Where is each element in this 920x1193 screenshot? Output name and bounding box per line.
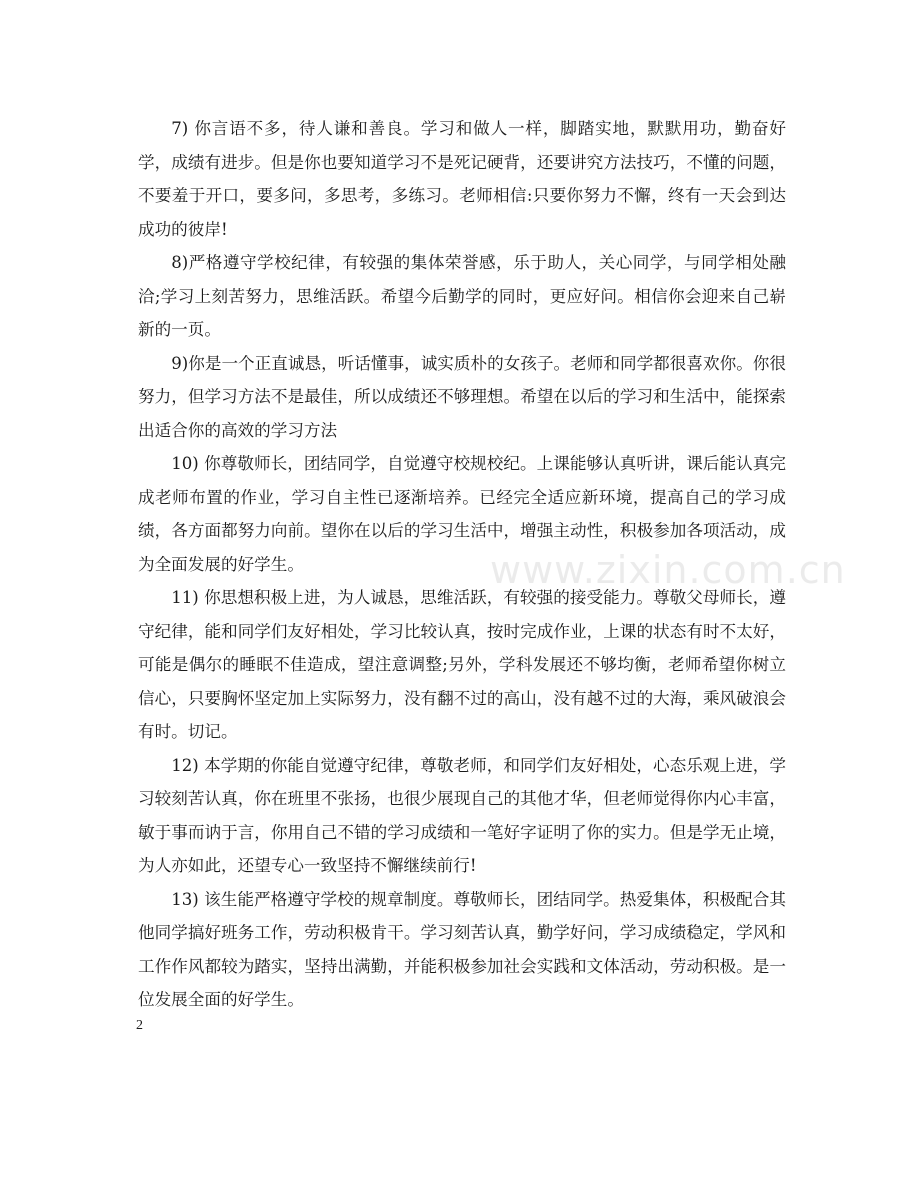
watermark: www.zixin.com.cn <box>490 548 846 592</box>
paragraph-13: 13) 该生能严格遵守学校的规章制度。尊敬师长，团结同学。热爱集体，积极配合其他同学搞好班务工作，劳动积极肯干。学习刻苦认真，勤学好问，学习成绩稳定，学风和工作作风都较为踏实，坚持出满勤，并能积极参加社会实践和文体活动，劳动积极。是一位发展全面的好学生。 <box>138 889 786 1009</box>
paragraph-10: 10) 你尊敬师长，团结同学，自觉遵守校规校纪。上课能够认真听讲，课后能认真完成老师布置的作业，学习自主性已逐渐培养。已经完全适应新环境，提高自己的学习成绩，各方面都努力向前。望你在以后的学习生活中，增强主动性，积极参加各项活动，成为全面发展的好学生。 <box>138 454 786 574</box>
paragraph-9: 9)你是一个正直诚恳，听话懂事，诚实质朴的女孩子。老师和同学都很喜欢你。你很努力，但学习方法不是最佳，所以成绩还不够理想。希望在以后的学习和生活中，能探索出适合你的高效的学习方法 <box>138 353 786 440</box>
page-number: 2 <box>136 1018 143 1033</box>
paragraph-11: 11) 你思想积极上进，为人诚恳，思维活跃，有较强的接受能力。尊敬父母师长，遵守纪律，能和同学们友好相处，学习比较认真，按时完成作业，上课的状态有时不太好，可能是偶尔的睡眠不佳造成，望注意调整;另外，学科发展还不够均衡，老师希望你树立信心，只要胸怀坚定加上实际努力，没有翻不过的高山，没有越不过的大海，乘风破浪会有时。切记。 <box>138 588 786 741</box>
paragraph-12: 12) 本学期的你能自觉遵守纪律，尊敬老师，和同学们友好相处，心态乐观上进，学习较刻苦认真，你在班里不张扬，也很少展现自己的其他才华，但老师觉得你内心丰富，敏于事而讷于言，你用自己不错的学习成绩和一笔好字证明了你的实力。但是学无止境，为人亦如此，还望专心一致坚持不懈继续前行! <box>138 755 786 875</box>
paragraph-8: 8)严格遵守学校纪律，有较强的集体荣誉感，乐于助人，关心同学，与同学相处融洽;学习上刻苦努力，思维活跃。希望今后勤学的同时，更应好问。相信你会迎来自己崭新的一页。 <box>138 253 786 339</box>
paragraph-7: 7) 你言语不多，待人谦和善良。学习和做人一样，脚踏实地，默默用功，勤奋好学，成绩有进步。但是你也要知道学习不是死记硬背，还要讲究方法技巧，不懂的问题，不要羞于开口，要多问，多思考，多练习。老师相信:只要你努力不懈，终有一天会到达成功的彼岸! <box>138 119 786 239</box>
